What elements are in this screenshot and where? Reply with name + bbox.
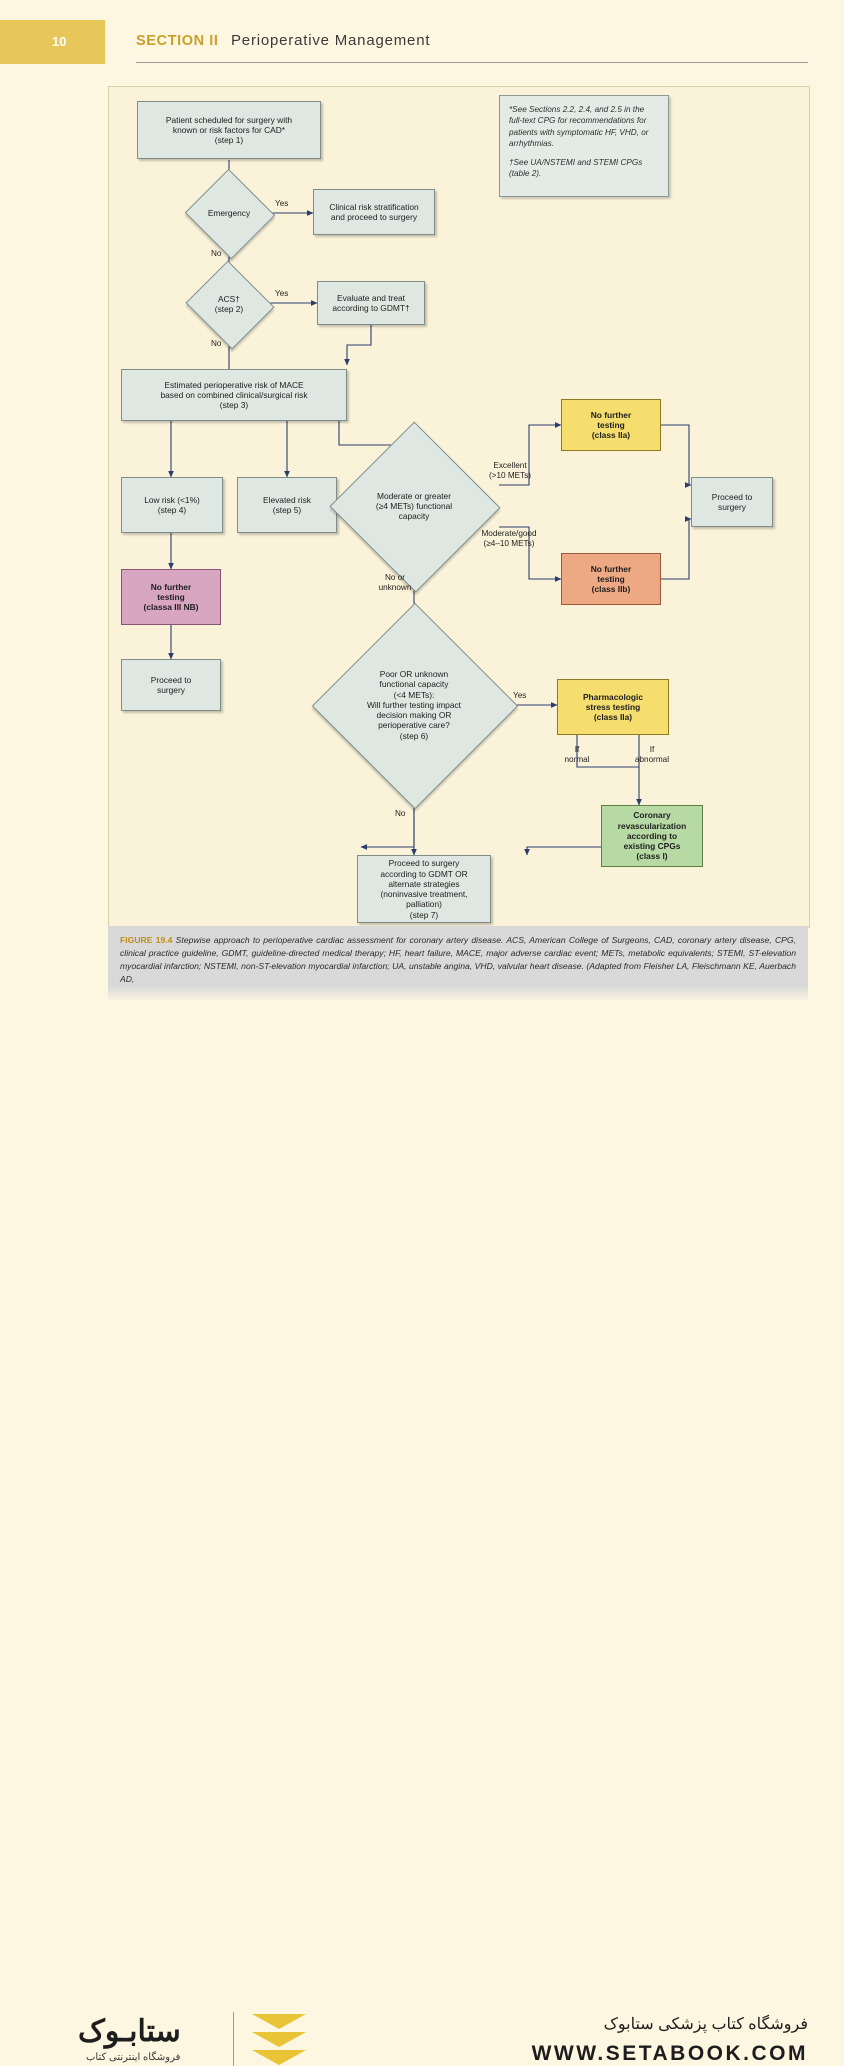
edge-label-yes-3: Yes bbox=[513, 691, 527, 700]
site-url[interactable]: WWW.SETABOOK.COM bbox=[531, 2042, 808, 2065]
node-line: Emergency bbox=[207, 207, 251, 218]
edge-label-yes-2: Yes bbox=[275, 289, 289, 298]
page-number: 10 bbox=[52, 34, 67, 49]
node-line: Coronary bbox=[633, 810, 671, 821]
edge-label-line: If bbox=[574, 745, 580, 754]
edge-label-no-3: No bbox=[395, 809, 406, 818]
node-line: Pharmacologic bbox=[582, 691, 644, 702]
node-line: Evaluate and treat bbox=[337, 292, 405, 303]
node-line: testing bbox=[157, 591, 185, 602]
node-line: (noninvasive treatment, bbox=[380, 889, 468, 899]
node-line: Proceed to surgery bbox=[388, 858, 460, 869]
node-line: (step 3) bbox=[219, 400, 249, 411]
node-evaluate-treat-gdmt bbox=[317, 281, 425, 325]
node-estimated-risk-mace bbox=[121, 369, 347, 421]
figure-caption-text: Stepwise approach to perioperative cardiac assessment for coronary artery disease. ACS, American College of Surgeons, CAD, coronary artery disease, CPG, clinical practice guideline, GDMT, guideline-directed medical therapy; HF, heart failure, MACE, major adverse cardiac event; METs, metabolic equivalents; STEMI, ST-elevation myocardial infarction; NSTEMI, non-ST-elevation myocardial infarction; UA, unstable angina, VHD, valvular heart disease. (Adapted from Fleisher LA, Fleischmann KE, Auerbach AD, bbox=[120, 935, 796, 984]
edge-label-line: abnormal bbox=[634, 754, 670, 764]
node-line: testing bbox=[597, 419, 625, 430]
node-line: No further bbox=[590, 563, 632, 574]
node-line: (step 6) bbox=[399, 730, 429, 741]
node-coronary-revascularization bbox=[601, 805, 703, 867]
node-proceed-to-surgery-right bbox=[691, 477, 773, 527]
node-line: stress testing bbox=[585, 701, 641, 712]
node-line: functional capacity bbox=[379, 679, 449, 690]
node-line: according to GDMT OR bbox=[380, 868, 468, 879]
page-title: Perioperative Management bbox=[231, 32, 431, 49]
node-line: according to bbox=[626, 830, 678, 841]
node-line: testing bbox=[597, 573, 625, 584]
node-line: based on combined clinical/surgical risk bbox=[160, 389, 308, 400]
brand-subtitle: فروشگاه اینترنتی کتاب bbox=[86, 2052, 181, 2063]
node-line: capacity bbox=[398, 511, 430, 522]
brand-name: ستابـوک bbox=[78, 2015, 181, 2048]
edge-label-line: unknown bbox=[378, 582, 412, 592]
node-line: ACS† bbox=[218, 293, 240, 304]
node-line: Clinical risk stratification bbox=[329, 201, 419, 212]
node-line: (<4 METs): bbox=[393, 689, 435, 700]
node-line: Estimated perioperative risk of MACE bbox=[164, 379, 304, 390]
edge-label-line: (>10 METs) bbox=[488, 470, 532, 480]
node-low-risk bbox=[121, 477, 223, 533]
footnote-paragraph-2: †See UA/NSTEMI and STEMI CPGs (table 2). bbox=[509, 157, 643, 179]
node-line: Proceed to bbox=[711, 491, 753, 502]
node-line: Moderate or greater bbox=[376, 490, 452, 501]
node-line: (step 7) bbox=[409, 909, 439, 920]
edge-label-moderate-good bbox=[457, 529, 561, 549]
node-line: Poor OR unknown bbox=[379, 669, 449, 680]
edge-label-if-normal bbox=[555, 745, 599, 765]
node-line: palliation) bbox=[406, 899, 442, 910]
footer-divider bbox=[233, 2012, 234, 2066]
node-line: revascularization bbox=[617, 820, 687, 831]
chevron-logo-icon bbox=[252, 2014, 306, 2064]
node-line: No further bbox=[590, 409, 632, 420]
node-line: (step 4) bbox=[157, 505, 187, 515]
node-line: existing CPGs bbox=[623, 841, 681, 852]
node-emergency-decision bbox=[197, 183, 261, 243]
node-line: according to GDMT† bbox=[332, 303, 410, 313]
node-poor-unknown-capacity-decision bbox=[342, 633, 486, 777]
node-proceed-to-surgery-left bbox=[121, 659, 221, 711]
page-footer bbox=[0, 1002, 844, 2065]
edge-label-yes-1: Yes bbox=[275, 199, 289, 208]
node-elevated-risk bbox=[237, 477, 337, 533]
node-line: (class IIa) bbox=[593, 712, 633, 723]
edge-label-line: (≥4–10 METs) bbox=[483, 538, 535, 548]
node-patient-scheduled bbox=[137, 101, 321, 159]
caption-fade-overlay bbox=[108, 986, 808, 1002]
node-acs-decision bbox=[197, 275, 261, 333]
footnote-paragraph-1: *See Sections 2.2, 2.4, and 2.5 in the full-text CPG for recommendations for patients with symptomatic HF, VHD, or arrhythmias. bbox=[509, 105, 649, 149]
figure-panel bbox=[108, 86, 810, 928]
node-line: and proceed to surgery bbox=[330, 212, 418, 222]
node-functional-capacity-decision bbox=[354, 447, 474, 565]
edge-label-line: normal bbox=[564, 754, 590, 764]
node-line: perioperative care? bbox=[378, 720, 450, 731]
edge-label-excellent bbox=[464, 461, 556, 481]
node-no-further-testing-iii bbox=[121, 569, 221, 625]
node-line: (class IIa) bbox=[591, 430, 631, 441]
page-header bbox=[0, 0, 844, 72]
edge-label-no-or-unknown bbox=[367, 573, 423, 593]
node-line: (classa III NB) bbox=[143, 602, 199, 613]
edge-label-if-abnormal bbox=[625, 745, 679, 765]
node-line: (class I) bbox=[636, 851, 668, 862]
node-line: surgery bbox=[157, 685, 185, 695]
site-tagline: فروشگاه کتاب پزشکی ستابوک bbox=[603, 2016, 808, 2033]
edge-label-line: If bbox=[649, 745, 655, 754]
node-line: (≥4 METs) functional bbox=[375, 500, 453, 511]
node-line: No further bbox=[150, 581, 192, 592]
header-divider bbox=[136, 62, 808, 63]
node-line: surgery bbox=[718, 502, 746, 512]
node-no-further-testing-iia bbox=[561, 399, 661, 451]
edge-label-no-2: No bbox=[211, 339, 222, 348]
edge-label-no-1: No bbox=[211, 249, 222, 258]
node-line: known or risk factors for CAD* bbox=[172, 124, 286, 135]
node-line: Proceed to bbox=[150, 674, 192, 685]
node-line: Patient scheduled for surgery with bbox=[165, 114, 293, 125]
node-line: Will further testing impact bbox=[366, 699, 461, 710]
edge-label-line: Excellent bbox=[493, 461, 527, 470]
edge-label-line: No or bbox=[384, 573, 406, 582]
node-line: (step 2) bbox=[214, 304, 244, 314]
edge-label-line: Moderate/good bbox=[481, 529, 537, 538]
node-footnote bbox=[499, 95, 669, 197]
node-line: Low risk (<1%) bbox=[144, 494, 200, 505]
node-line: (step 5) bbox=[272, 505, 302, 515]
node-line: (step 1) bbox=[214, 135, 244, 146]
node-clinical-risk-stratification bbox=[313, 189, 435, 235]
node-line: Elevated risk bbox=[263, 494, 311, 505]
node-line: (class IIb) bbox=[591, 584, 631, 595]
node-no-further-testing-iib bbox=[561, 553, 661, 605]
node-pharmacologic-stress-testing bbox=[557, 679, 669, 735]
figure-caption-label: FIGURE 19.4 bbox=[120, 935, 173, 945]
section-label: SECTION II bbox=[136, 33, 219, 49]
node-line: decision making OR bbox=[376, 710, 452, 721]
node-proceed-to-surgery-gdmt bbox=[357, 855, 491, 923]
node-line: alternate strategies bbox=[388, 878, 460, 889]
